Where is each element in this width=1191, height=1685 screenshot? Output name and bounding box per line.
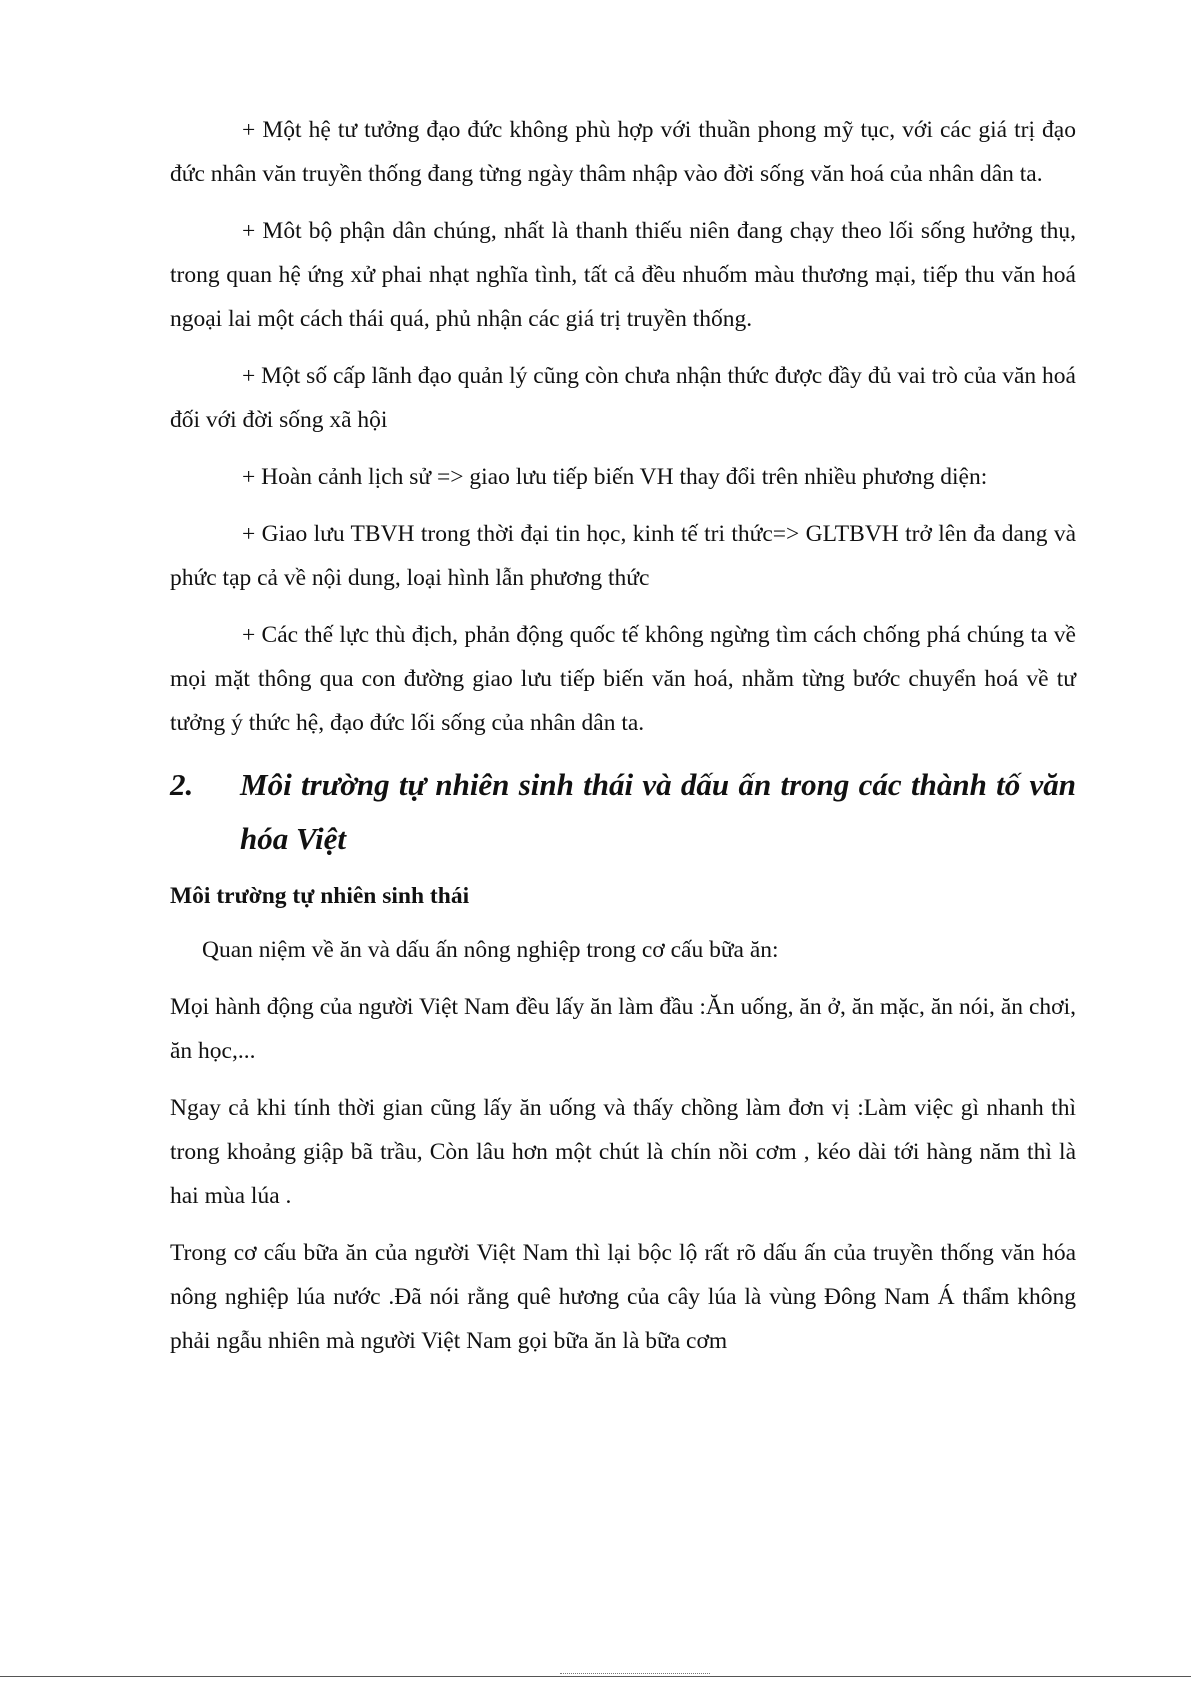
- section-number: 2.: [170, 767, 194, 802]
- section-title: Môi trường tự nhiên sinh thái và dấu ấn trong các thành tố văn hóa Việt: [240, 767, 1076, 856]
- bullet-paragraph-2: + Môt bộ phận dân chúng, nhất là thanh thiếu niên đang chạy theo lối sống hưởng thụ, trong quan hệ ứng xử phai nhạt nghĩa tình, tất cả đều nhuốm màu thương mại, tiếp thu văn hoá ngoại lai một cách thái quá, phủ nhận các giá trị truyền thống.: [170, 218, 1076, 332]
- section-heading: [170, 758, 1076, 866]
- footer-dotted-mark: [560, 1673, 710, 1677]
- body-paragraph-2: Ngay cả khi tính thời gian cũng lấy ăn uống và thấy chồng làm đơn vị :Làm việc gì nhanh thì trong khoảng giập bã trầu, Còn lâu hơn một chút là chín nồi cơm , kéo dài tới hàng năm thì là hai mùa lúa .: [170, 1095, 1076, 1209]
- bullet-paragraph-3: + Một số cấp lãnh đạo quản lý cũng còn chưa nhận thức được đầy đủ vai trò của văn hoá đối với đời sống xã hội: [170, 363, 1076, 433]
- document-page: [170, 108, 1076, 1376]
- bullet-paragraph-1: + Một hệ tư tưởng đạo đức không phù hợp với thuần phong mỹ tục, với các giá trị đạo đức nhân văn truyền thống đang từng ngày thâm nhập vào đời sống văn hoá của nhân dân ta.: [170, 117, 1076, 187]
- subsection-heading: Môi trường tự nhiên sinh thái: [170, 883, 470, 909]
- body-paragraph-1: Mọi hành động của người Việt Nam đều lấy ăn làm đầu :Ăn uống, ăn ở, ăn mặc, ăn nói, ăn chơi, ăn học,...: [170, 994, 1076, 1064]
- intro-paragraph: Quan niệm về ăn và dấu ấn nông nghiệp trong cơ cấu bữa ăn:: [202, 937, 779, 963]
- bullet-paragraph-4: + Hoàn cảnh lịch sử => giao lưu tiếp biến VH thay đổi trên nhiều phương diện:: [242, 464, 988, 490]
- bullet-paragraph-5: + Giao lưu TBVH trong thời đại tin học, kinh tế tri thức=> GLTBVH trở lên đa dang và phức tạp cả về nội dung, loại hình lẫn phương thức: [170, 521, 1076, 591]
- bullet-paragraph-6: + Các thế lực thù địch, phản động quốc tế không ngừng tìm cách chống phá chúng ta về mọi mặt thông qua con đường giao lưu tiếp biến văn hoá, nhằm từng bước chuyển hoá về tư tưởng ý thức hệ, đạo đức lối sống của nhân dân ta.: [170, 622, 1076, 736]
- body-paragraph-3: Trong cơ cấu bữa ăn của người Việt Nam thì lại bộc lộ rất rõ dấu ấn của truyền thống văn hóa nông nghiệp lúa nước .Đã nói rằng quê hương của cây lúa là vùng Đông Nam Á thẩm không phải ngẫu nhiên mà người Việt Nam gọi bữa ăn là bữa cơm: [170, 1240, 1076, 1354]
